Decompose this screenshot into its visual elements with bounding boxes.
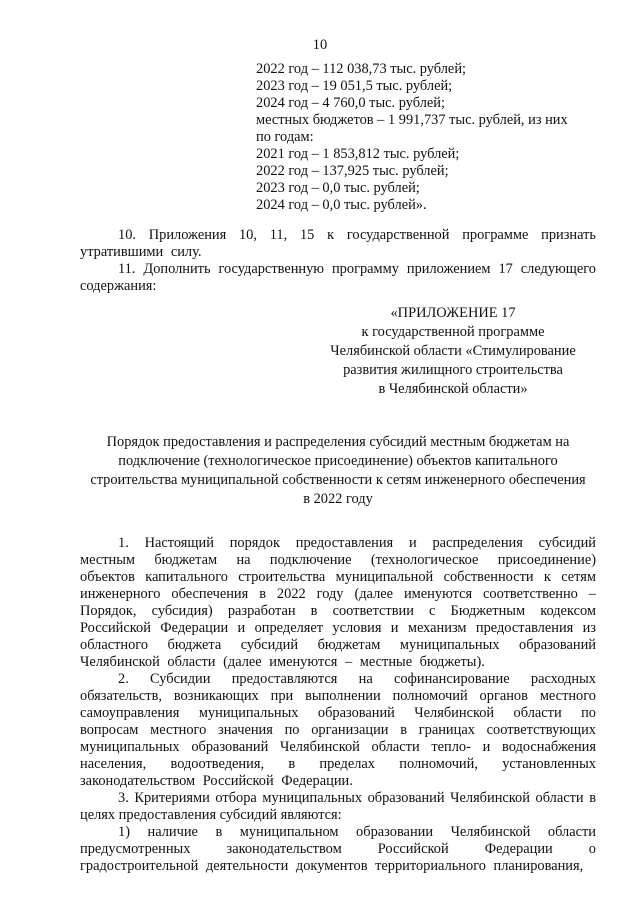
funding-line: местных бюджетов – 1 991,737 тыс. рублей, из них [256,112,568,128]
funding-line: 2023 год – 0,0 тыс. рублей; [256,180,420,196]
page-number: 10 [312,37,328,53]
funding-line: 2024 год – 4 760,0 тыс. рублей; [256,95,445,111]
item-10: 10. Приложения 10, 11, 15 к государственной программе признать утратившими силу. [80,227,596,260]
funding-line: 2024 год – 0,0 тыс. рублей». [256,197,427,213]
appendix-line: развития жилищного строительства [343,362,563,378]
section-2: 2. Субсидии предоставляются на софинансирование расходных обязательств, возникающих при выполнении полномочий органов местного самоуправления муниципальных образований Челябинской области по вопросам местного значения по организации в границах соответствующих муниципальных образований Челябинской области тепло- и водоснабжения населения, водоотведения, в пределах полномочий, установленных законодательством Российской Федерации. [80,671,596,789]
funding-line: 2022 год – 112 038,73 тыс. рублей; [256,61,467,77]
funding-by-year-list [256,61,596,214]
appendix-line: Челябинской области «Стимулирование [330,343,576,359]
section-3-item-1: 1) наличие в муниципальном образовании Челябинской области предусмотренных законодательством Российской Федерации о градостроительной деятельности документов территориального планирования, [80,824,596,874]
appendix-line: в Челябинской области» [378,381,528,397]
funding-line: 2023 год – 19 051,5 тыс. рублей; [256,78,453,94]
section-3: 3. Критериями отбора муниципальных образований Челябинской области в целях предоставления субсидий являются: [80,790,596,823]
section-1: 1. Настоящий порядок предоставления и распределения субсидий местным бюджетам на подключение (технологическое присоединение) объектов капитального строительства муниципальной собственности к сетям инженерного обеспечения в 2022 году (далее именуются соответственно – Порядок, субсидия) разработан в соответствии с Бюджетным кодексом Российской Федерации и определяет условия и механизм предоставления из областного бюджета субсидий бюджетам муниципальных образований Челябинской области (далее именуются – местные бюджеты). [80,535,596,670]
appendix-header [310,304,596,399]
funding-line: 2021 год – 1 853,812 тыс. рублей; [256,146,460,162]
appendix-line: «ПРИЛОЖЕНИЕ 17 [390,305,516,321]
funding-line: 2022 год – 137,925 тыс. рублей; [256,163,449,179]
appendix-line: к государственной программе [361,324,545,340]
item-11: 11. Дополнить государственную программу приложением 17 следующего содержания: [80,261,596,294]
main-text [80,227,596,875]
funding-line: по годам: [256,129,314,145]
document-title: Порядок предоставления и распределения субсидий местным бюджетам на подключение (технологическое присоединение) объектов капитального строительства муниципальной собственности к сетям инженерного обеспечения в 2022 году [90,434,586,507]
